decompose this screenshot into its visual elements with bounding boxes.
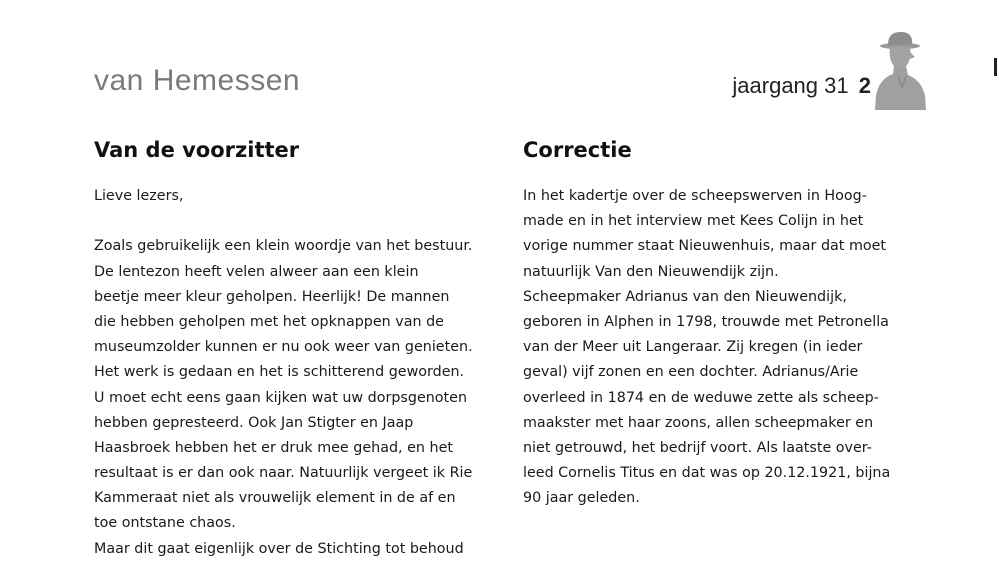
body-line: Maar dit gaat eigenlijk over de Stichting tot behoud <box>94 540 464 557</box>
body-line: geboren in Alphen in 1798, trouwde met Petronella <box>523 313 889 330</box>
body-line: made en in het interview met Kees Colijn in het <box>523 213 864 230</box>
article-body <box>523 184 913 511</box>
article-right <box>523 138 913 511</box>
article-body <box>94 184 484 562</box>
body-line: niet getrouwd, het bedrijf voort. Als laatste over- <box>523 439 872 456</box>
body-line: Haasbroek hebben het er druk mee gehad, en het <box>94 439 453 456</box>
article-heading: Correctie <box>523 138 632 162</box>
body-line: U moet echt eens gaan kijken wat uw dorpsgenoten <box>94 389 468 406</box>
body-line: van der Meer uit Langeraar. Zij kregen (in ieder <box>523 339 863 356</box>
body-line: museumzolder kunnen er nu ook weer van genieten. <box>94 339 473 356</box>
issue-label: jaargang 31 <box>732 73 849 98</box>
body-line: Scheepmaker Adrianus van den Nieuwendijk, <box>523 288 847 305</box>
body-line: In het kadertje over de scheepswerven in Hoog- <box>523 188 867 204</box>
body-line: die hebben geholpen met het opknappen van de <box>94 313 444 330</box>
body-line: maakster met haar zoons, allen scheepmaker en <box>523 414 874 431</box>
body-line: overleed in 1874 en de weduwe zette als scheep- <box>523 389 879 406</box>
body-line: natuurlijk Van den Nieuwendijk zijn. <box>523 263 779 280</box>
article-left <box>94 138 484 562</box>
body-line: Zoals gebruikelijk een klein woordje van het bestuur. <box>94 238 473 255</box>
masthead-title: van Hemessen <box>94 64 301 97</box>
page-edge-mark <box>994 58 997 76</box>
body-line: toe ontstane chaos. <box>94 515 236 532</box>
body-line: resultaat is er dan ook naar. Natuurlijk vergeet ik Rie <box>94 465 473 482</box>
body-line: Het werk is gedaan en het is schitterend geworden. <box>94 364 465 381</box>
man-with-hat-silhouette-icon <box>868 30 928 110</box>
body-line: geval) vijf zonen en een dochter. Adrianus/Arie <box>523 364 859 381</box>
body-line: De lentezon heeft velen alweer aan een klein <box>94 263 419 280</box>
body-line: 90 jaar geleden. <box>523 490 640 507</box>
body-line: vorige nummer staat Nieuwenhuis, maar dat moet <box>523 238 887 255</box>
article-heading: Van de voorzitter <box>94 138 300 162</box>
paragraph-gap <box>94 209 484 234</box>
article-greeting: Lieve lezers, <box>94 188 184 204</box>
body-line: beetje meer kleur geholpen. Heerlijk! De mannen <box>94 288 450 305</box>
body-line: Kammeraat niet als vrouwelijk element in de af en <box>94 490 456 507</box>
body-line: hebben gepresteerd. Ook Jan Stigter en Jaap <box>94 414 414 431</box>
issue-info <box>732 73 871 99</box>
issue-number: 2 <box>858 73 871 98</box>
body-line: leed Cornelis Titus en dat was op 20.12.1921, bijna <box>523 465 891 482</box>
